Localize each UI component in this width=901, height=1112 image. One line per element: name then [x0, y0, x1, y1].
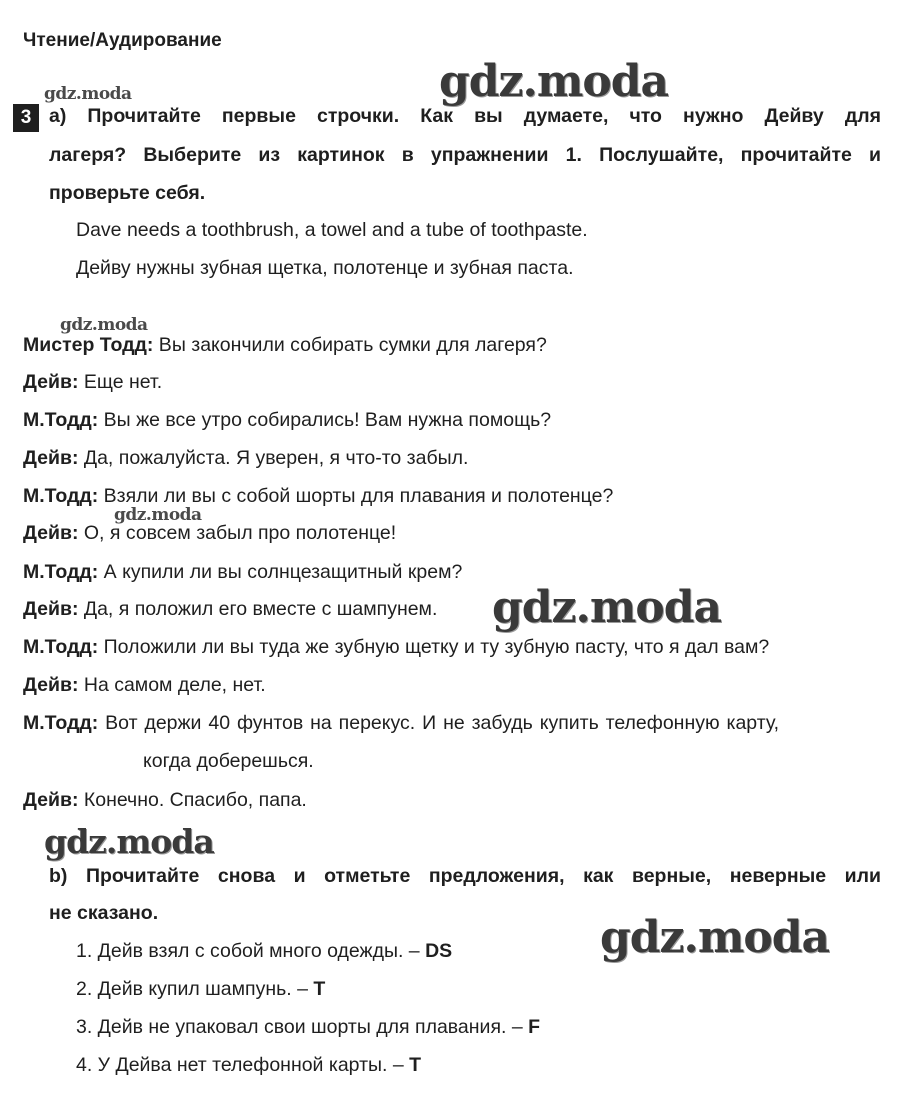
answer-english: Dave needs a toothbrush, a towel and a tube of toothpaste.: [76, 219, 588, 241]
part-a-instruction-line: лагеря? Выберите из картинок в упражнении 1. Послушайте, прочитайте и: [49, 144, 881, 166]
item-answer: DS: [425, 940, 453, 962]
item-answer: F: [528, 1016, 541, 1038]
item-answer: T: [313, 978, 326, 1000]
dialogue-text: О, я совсем забыл про полотенце!: [78, 522, 397, 544]
dialogue-line: [23, 712, 779, 735]
dialogue-text: Вы закончили собирать сумки для лагеря?: [153, 334, 547, 356]
speaker-label: М.Тодд:: [23, 561, 99, 583]
true-false-item: [76, 1016, 540, 1039]
dialogue-text: Вы же все утро собирались! Вам нужна помощь?: [98, 409, 552, 431]
dialogue-line: [23, 485, 613, 508]
part-a-instruction-line: проверьте себя.: [49, 182, 206, 204]
dialogue-text: Еще нет.: [78, 371, 163, 393]
exercise-number-badge: 3: [13, 104, 39, 132]
speaker-label: Дейв:: [23, 522, 79, 544]
dialogue-line: [23, 789, 307, 812]
true-false-item: [76, 978, 325, 1001]
watermark-small: gdz.moda: [114, 505, 202, 525]
section-title: Чтение/Аудирование: [23, 30, 222, 51]
speaker-label: Дейв:: [23, 598, 79, 620]
watermark-large: gdz.moda: [492, 582, 722, 633]
speaker-label: М.Тодд:: [23, 712, 99, 734]
watermark-small: gdz.moda: [60, 315, 148, 335]
dialogue-line: [23, 636, 769, 659]
watermark-medium: gdz.moda: [44, 822, 214, 861]
dialogue-text: А купили ли вы солнцезащитный крем?: [98, 561, 463, 583]
dialogue-line: [23, 561, 462, 584]
watermark-large: gdz.moda: [439, 56, 669, 107]
part-b-instruction-line: b) Прочитайте снова и отметьте предложения, как верные, неверные или: [49, 865, 881, 887]
speaker-label: Дейв:: [23, 674, 79, 696]
part-b-instruction-line: не сказано.: [49, 902, 159, 924]
item-text: 4. У Дейва нет телефонной карты. –: [76, 1054, 410, 1076]
speaker-label: М.Тодд:: [23, 636, 99, 658]
item-text: 1. Дейв взял с собой много одежды. –: [76, 940, 426, 962]
true-false-item: [76, 940, 452, 963]
dialogue-text: Взяли ли вы с собой шорты для плавания и полотенце?: [98, 485, 614, 507]
dialogue-line: [23, 522, 396, 545]
speaker-label: Дейв:: [23, 789, 79, 811]
speaker-label: М.Тодд:: [23, 409, 99, 431]
item-text: 2. Дейв купил шампунь. –: [76, 978, 314, 1000]
dialogue-continuation: когда доберешься.: [143, 750, 314, 772]
dialogue-text: Вот держи 40 фунтов на перекус. И не забудь купить телефонную карту,: [98, 712, 780, 734]
dialogue-line: [23, 447, 468, 470]
item-answer: T: [409, 1054, 422, 1076]
dialogue-line: [23, 409, 551, 432]
dialogue-line: [23, 674, 266, 697]
speaker-label: Дейв:: [23, 371, 79, 393]
dialogue-text: На самом деле, нет.: [78, 674, 266, 696]
dialogue-text: Да, пожалуйста. Я уверен, я что-то забыл.: [78, 447, 469, 469]
part-a-instruction-line: а) Прочитайте первые строчки. Как вы думаете, что нужно Дейву для: [49, 105, 881, 127]
dialogue-line: [23, 598, 437, 621]
dialogue-text: Положили ли вы туда же зубную щетку и ту зубную пасту, что я дал вам?: [98, 636, 770, 658]
true-false-item: [76, 1054, 421, 1077]
watermark-small: gdz.moda: [44, 84, 132, 104]
speaker-label: Дейв:: [23, 447, 79, 469]
speaker-label: М.Тодд:: [23, 485, 99, 507]
item-text: 3. Дейв не упаковал свои шорты для плавания. –: [76, 1016, 529, 1038]
answer-russian: Дейву нужны зубная щетка, полотенце и зубная паста.: [76, 257, 574, 279]
dialogue-line: [23, 334, 547, 357]
speaker-label: Мистер Тодд:: [23, 334, 154, 356]
watermark-large: gdz.moda: [600, 912, 830, 963]
dialogue-line: [23, 371, 162, 394]
dialogue-text: Конечно. Спасибо, папа.: [78, 789, 307, 811]
dialogue-text: Да, я положил его вместе с шампунем.: [78, 598, 438, 620]
